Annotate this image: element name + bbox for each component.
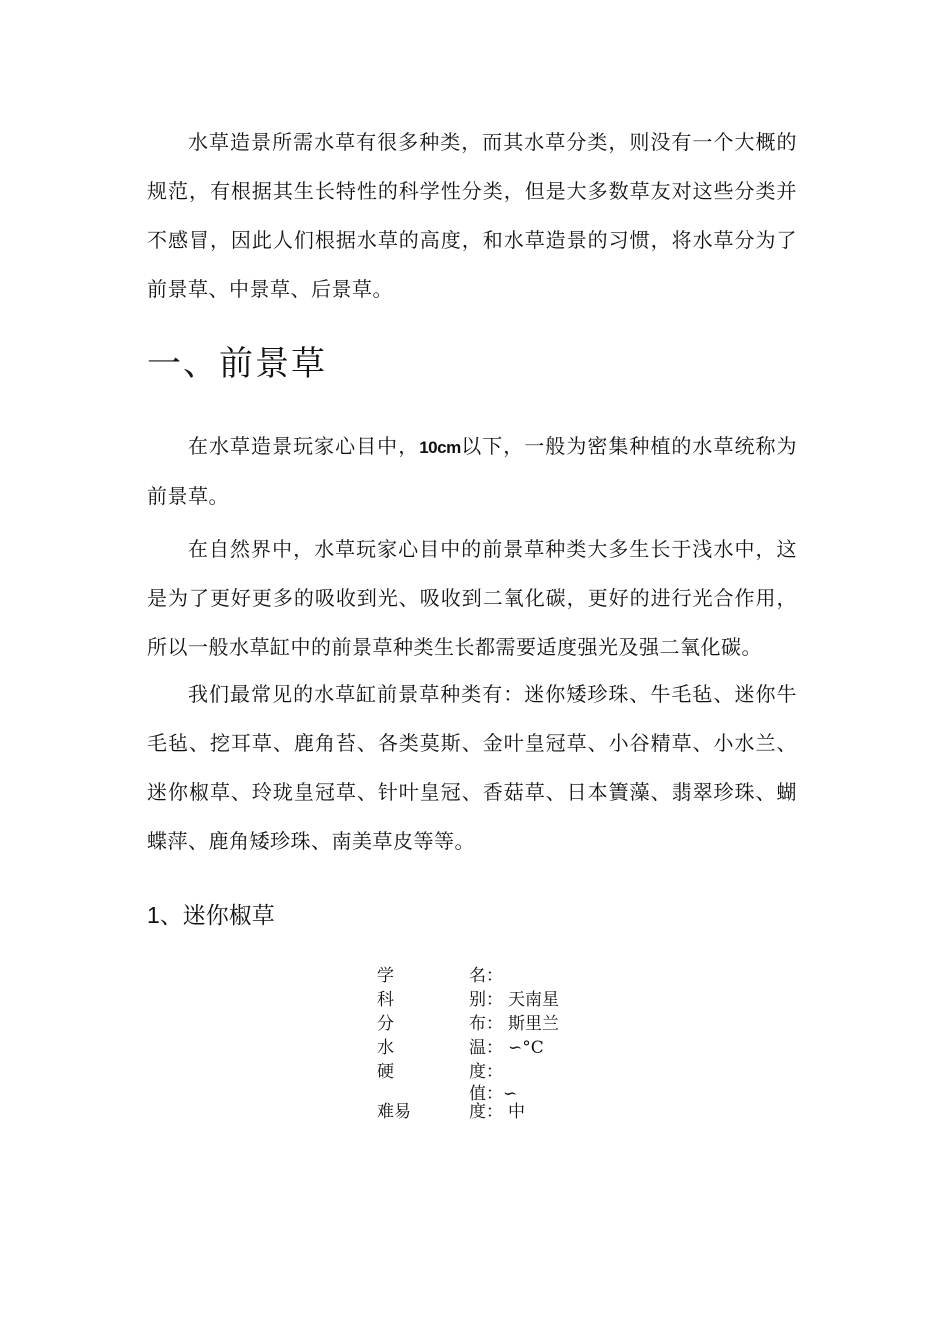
plant-heading-mini-cryptocoryne [147, 895, 275, 936]
info-row-difficulty [377, 1100, 627, 1124]
info-key: 学 [377, 966, 394, 986]
info-key-suffix: 别： [469, 990, 503, 1010]
info-key-suffix: 温： [469, 1038, 503, 1058]
info-row-water-temperature [377, 1036, 627, 1060]
info-value: 天南星 [508, 990, 559, 1010]
nature-paragraph: 在自然界中，水草玩家心目中的前景草种类大多生长于浅水中，这是为了更好更多的吸收到光、吸收到二氧化碳，更好的进行光合作用，所以一般水草缸中的前景草种类生长都需要适度强光及强二氧化碳。 [147, 537, 797, 659]
plant-title: 、迷你椒草 [159, 903, 275, 929]
common-species-paragraph: 我们最常见的水草缸前景草种类有：迷你矮珍珠、牛毛毡、迷你牛毛毡、挖耳草、鹿角苔、各类莫斯、金叶皇冠草、小谷精草、小水兰、迷你椒草、玲珑皇冠草、针叶皇冠、香菇草、日本簀藻、翡翠珍珠、蝴蝶萍、鹿角矮珍珠、南美草皮等等。 [147, 682, 797, 853]
info-key: 难易 [377, 1102, 411, 1122]
info-key: 水 [377, 1038, 394, 1058]
plant-info-table [377, 964, 627, 1124]
info-ph-value: 值：∽ [469, 1084, 518, 1104]
info-key: 硬 [377, 1062, 394, 1082]
info-key-suffix: 布： [469, 1014, 503, 1034]
foreground-definition-paragraph [147, 422, 797, 521]
info-key: 分 [377, 1014, 394, 1034]
info-key-suffix: 名： [469, 966, 503, 986]
info-row-distribution [377, 1012, 627, 1036]
info-key-suffix: 度： [469, 1062, 503, 1082]
info-row-scientific-name [377, 964, 627, 988]
height-unit: 10cm [419, 438, 461, 457]
definition-text-end: 以下，一般为密集种植的水草统称为前景草。 [147, 434, 798, 508]
section-heading-foreground-plants: 一、前景草 [147, 344, 327, 384]
info-key-suffix: 度： [469, 1102, 503, 1122]
info-value: 斯里兰 [508, 1014, 559, 1034]
info-value: ∽°C [508, 1038, 544, 1058]
info-value: 中 [508, 1102, 525, 1122]
info-row-family [377, 988, 627, 1012]
info-row-hardness [377, 1060, 627, 1104]
intro-paragraph: 水草造景所需水草有很多种类，而其水草分类，则没有一个大概的规范，有根据其生长特性的科学性分类，但是大多数草友对这些分类并不感冒，因此人们根据水草的高度，和水草造景的习惯，将水草分为了前景草、中景草、后景草。 [147, 130, 797, 301]
plant-number: 1 [147, 902, 160, 928]
info-key: 科 [377, 990, 394, 1010]
definition-text-start: 在水草造景玩家心目中， [188, 434, 420, 458]
